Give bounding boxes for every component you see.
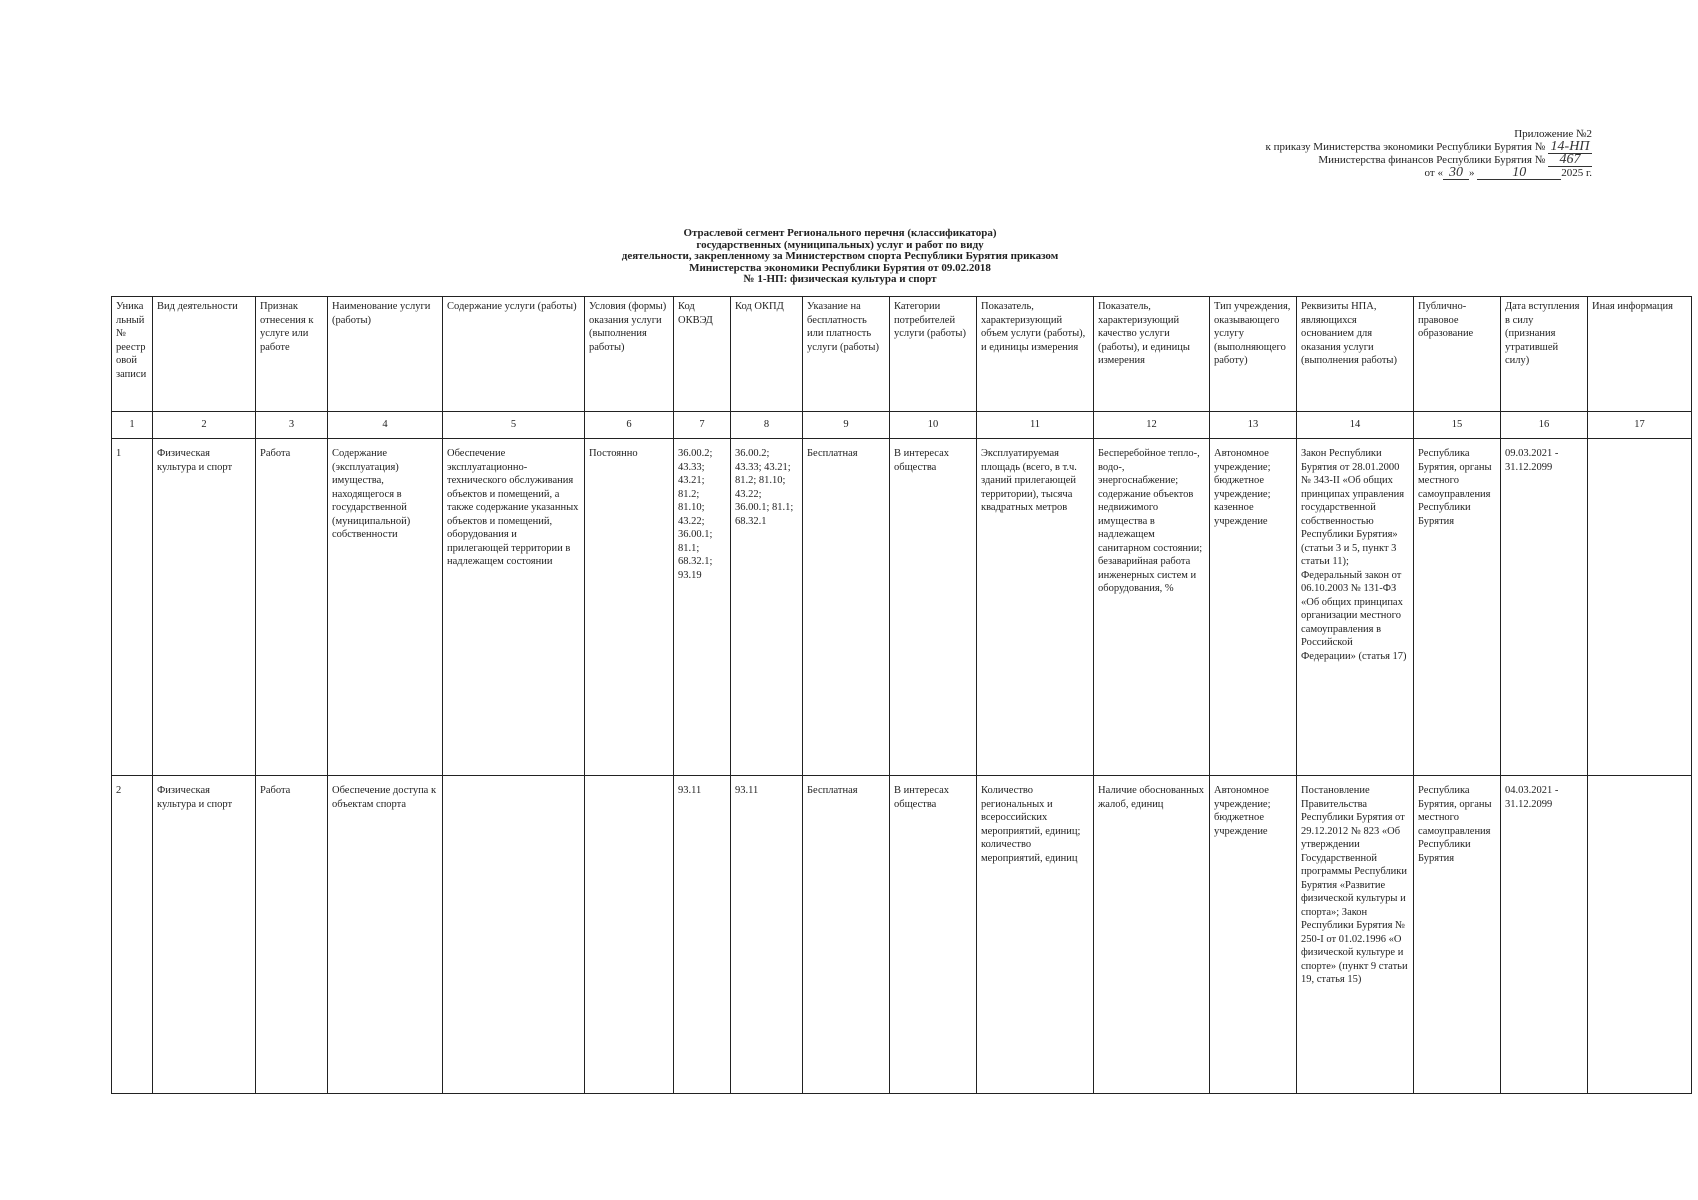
consumer-category: В интересах общества [890, 776, 977, 1094]
quality-indicator: Бесперебойное тепло-, водо-, энергоснабжение; содержание объектов недвижимого имущества в надлежащем санитарном состоянии; безаварийная работа инженерных систем и оборудования, % [1094, 439, 1210, 776]
title-line-5: № 1-НП: физическая культура и спорт [743, 273, 937, 285]
header-cell: Показатель, характеризующий качество услуги (работы), и единицы измерения [1094, 297, 1210, 412]
date-prefix: от « [1424, 166, 1443, 179]
effective-date: 09.03.2021 - 31.12.2099 [1501, 439, 1588, 776]
service-or-work-sign: Работа [256, 776, 328, 1094]
column-number: 2 [153, 412, 256, 439]
column-number: 12 [1094, 412, 1210, 439]
appendix-block [1140, 128, 1592, 180]
order-number-handwritten: 14-НП [1548, 141, 1592, 154]
column-number: 17 [1588, 412, 1692, 439]
title-line-3: деятельности, закрепленному за Министерством спорта Республики Бурятия приказом [621, 250, 1059, 262]
effective-date: 04.03.2021 - 31.12.2099 [1501, 776, 1588, 1094]
service-name: Обеспечение доступа к объектам спорта [328, 776, 443, 1094]
header-cell: Дата вступления в силу (признания утратившей силу) [1501, 297, 1588, 412]
legal-acts: Постановление Правительства Республики Бурятия от 29.12.2012 № 823 «Об утверждении Государственной программы Республики Бурятия «Развитие физической культуры и спорта»; Закон Республики Бурятия № 250-I от 01.02.1996 «О физической культуре и спорте» (пункт 9 статьи 19, статья 15) [1297, 776, 1414, 1094]
title-line-4: Министерства экономики Республики Бурятия от 09.02.2018 [689, 261, 991, 274]
appendix-finance-text: Министерства финансов Республики Бурятия № [1318, 153, 1546, 166]
column-number: 11 [977, 412, 1094, 439]
table-row [112, 439, 1692, 776]
header-cell: Уникальный № реестровой записи [112, 297, 153, 412]
table-header-row [112, 297, 1692, 412]
record-number: 2 [112, 776, 153, 1094]
header-cell: Содержание услуги (работы) [443, 297, 585, 412]
column-number: 1 [112, 412, 153, 439]
column-number: 7 [674, 412, 731, 439]
quality-indicator: Наличие обоснованных жалоб, единиц [1094, 776, 1210, 1094]
date-suffix: 2025 г. [1561, 166, 1592, 179]
volume-indicator: Эксплуатируемая площадь (всего, в т.ч. зданий прилегающей территории), тысяча квадратных метров [977, 439, 1094, 776]
other-info [1588, 439, 1692, 776]
column-number: 10 [890, 412, 977, 439]
column-number-row [112, 412, 1692, 439]
service-conditions: Постоянно [585, 439, 674, 776]
service-or-work-sign: Работа [256, 439, 328, 776]
header-cell: Условия (формы) оказания услуги (выполнения работы) [585, 297, 674, 412]
column-number: 16 [1501, 412, 1588, 439]
appendix-order-text: к приказу Министерства экономики Республики Бурятия № [1265, 140, 1546, 153]
header-cell: Иная информация [1588, 297, 1692, 412]
header-cell: Код ОКВЭД [674, 297, 731, 412]
services-registry-table [111, 296, 1692, 1094]
service-conditions [585, 776, 674, 1094]
consumer-category: В интересах общества [890, 439, 977, 776]
service-name: Содержание (эксплуатация) имущества, находящегося в государственной (муниципальной) собственности [328, 439, 443, 776]
record-number: 1 [112, 439, 153, 776]
service-content: Обеспечение эксплуатационно-технического обслуживания объектов и помещений, а также содержание указанных объектов и помещений, оборудования и прилегающей территории в надлежащем состоянии [443, 439, 585, 776]
activity-type: Физическая культура и спорт [153, 439, 256, 776]
date-month-handwritten: 10 [1477, 167, 1561, 180]
okved-code: 93.11 [674, 776, 731, 1094]
column-number: 6 [585, 412, 674, 439]
table-row [112, 776, 1692, 1094]
date-day-handwritten: 30 [1443, 167, 1469, 180]
header-cell: Наименование услуги (работы) [328, 297, 443, 412]
okpd-code: 36.00.2; 43.33; 43.21; 81.2; 81.10; 43.22; 36.00.1; 81.1; 68.32.1 [731, 439, 803, 776]
public-entity: Республика Бурятия, органы местного самоуправления Республики Бурятия [1414, 776, 1501, 1094]
document-title [560, 228, 1120, 286]
header-cell: Реквизиты НПА, являющихся основанием для оказания услуги (выполнения работы) [1297, 297, 1414, 412]
column-number: 8 [731, 412, 803, 439]
appendix-title: Приложение №2 [1514, 128, 1592, 140]
header-cell: Показатель, характеризующий объем услуги (работы), и единицы измерения [977, 297, 1094, 412]
title-line-2: государственных (муниципальных) услуг и работ по виду [696, 238, 984, 251]
column-number: 15 [1414, 412, 1501, 439]
okved-code: 36.00.2; 43.33; 43.21; 81.2; 81.10; 43.22; 36.00.1; 81.1; 68.32.1; 93.19 [674, 439, 731, 776]
appendix-order-line [1140, 138, 1592, 154]
finance-number-handwritten: 467 [1548, 154, 1592, 167]
header-cell: Указание на бесплатность или платность услуги (работы) [803, 297, 890, 412]
institution-type: Автономное учреждение; бюджетное учреждение [1210, 776, 1297, 1094]
column-number: 3 [256, 412, 328, 439]
header-cell: Вид деятельности [153, 297, 256, 412]
header-cell: Код ОКПД [731, 297, 803, 412]
activity-type: Физическая культура и спорт [153, 776, 256, 1094]
appendix-date-line [1140, 164, 1592, 180]
column-number: 13 [1210, 412, 1297, 439]
institution-type: Автономное учреждение; бюджетное учреждение; казенное учреждение [1210, 439, 1297, 776]
public-entity: Республика Бурятия, органы местного самоуправления Республики Бурятия [1414, 439, 1501, 776]
okpd-code: 93.11 [731, 776, 803, 1094]
header-cell: Тип учреждения, оказывающего услугу (выполняющего работу) [1210, 297, 1297, 412]
header-cell: Категории потребителей услуги (работы) [890, 297, 977, 412]
column-number: 14 [1297, 412, 1414, 439]
column-number: 4 [328, 412, 443, 439]
volume-indicator: Количество региональных и всероссийских мероприятий, единиц; количество мероприятий, единиц [977, 776, 1094, 1094]
column-number: 5 [443, 412, 585, 439]
payment-type: Бесплатная [803, 439, 890, 776]
legal-acts: Закон Республики Бурятия от 28.01.2000 № 343-II «Об общих принципах управления государственной собственностью Республики Бурятия» (статьи 3 и 5, пункт 3 статьи 11); Федеральный закон от 06.10.2003 № 131-ФЗ «Об общих принципах организации местного самоуправления в Российской Федерации» (статья 17) [1297, 439, 1414, 776]
header-cell: Признак отнесения к услуге или работе [256, 297, 328, 412]
title-line-1: Отраслевой сегмент Регионального перечня (классификатора) [683, 227, 997, 239]
date-mid: » [1468, 166, 1475, 179]
service-content [443, 776, 585, 1094]
other-info [1588, 776, 1692, 1094]
header-cell: Публично-правовое образование [1414, 297, 1501, 412]
payment-type: Бесплатная [803, 776, 890, 1094]
column-number: 9 [803, 412, 890, 439]
